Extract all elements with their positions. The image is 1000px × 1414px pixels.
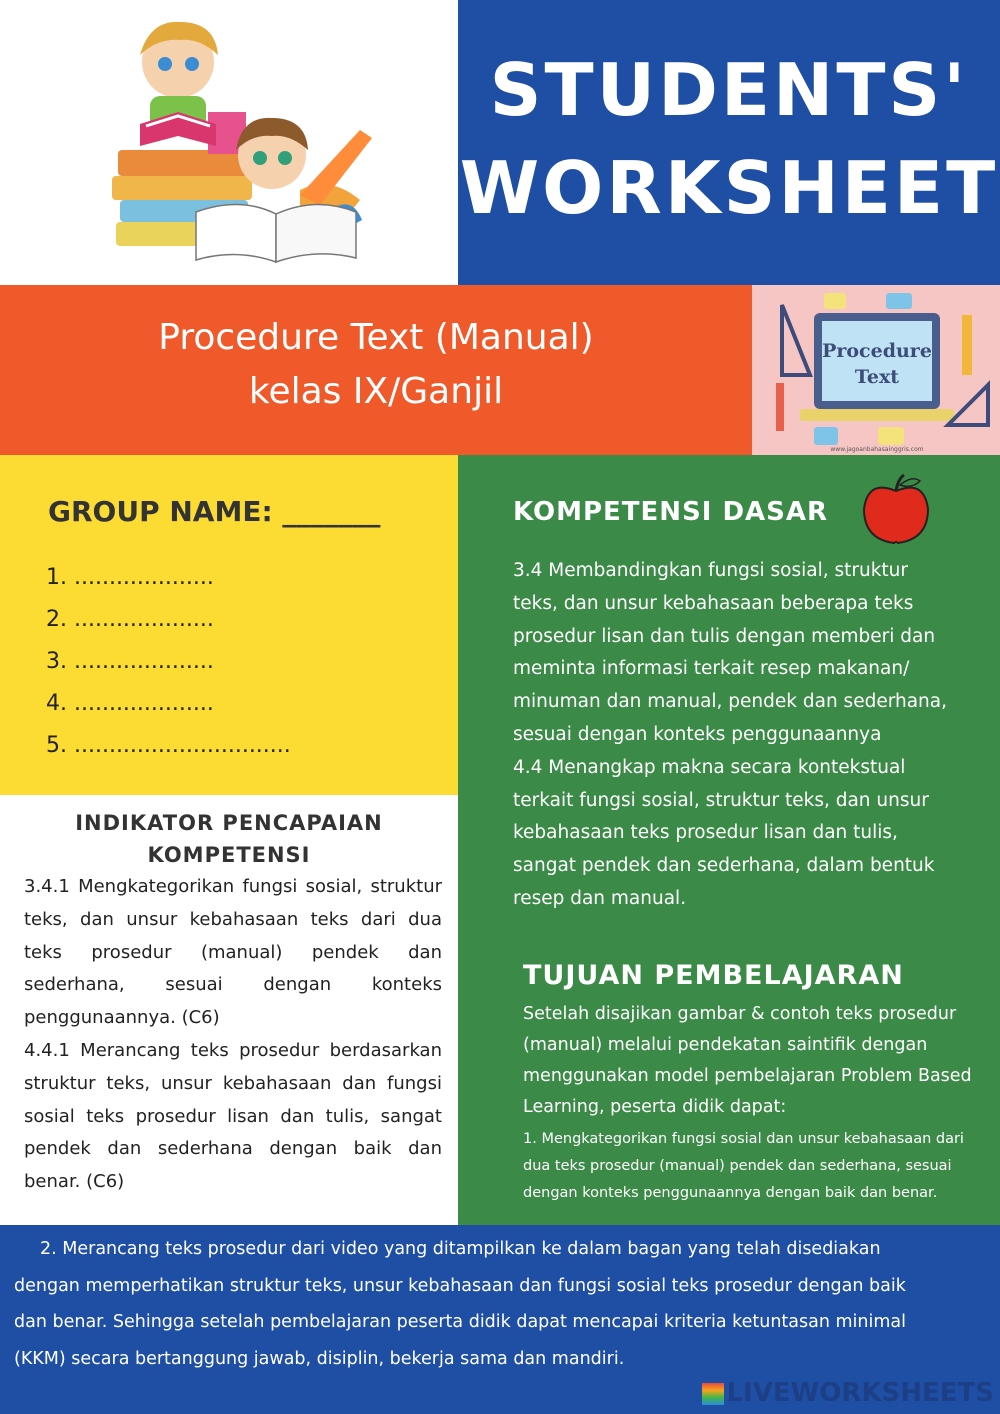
liveworksheets-logo — [702, 1378, 994, 1408]
title-line-1: STUDENTS' — [489, 48, 969, 132]
member-line-2[interactable]: 2. .................... — [46, 607, 214, 632]
kd-3-4: 3.4 Membandingkan fungsi sosial, struktur teks, dan unsur kebahasaan beberapa teks prosedur lisan dan tulis dengan memberi dan meminta informasi terkait resep makanan/ minuman dan manual, pendek dan sederhana, sesuai dengan konteks penggunaannya — [513, 560, 947, 745]
indikator-title — [0, 807, 458, 871]
member-line-1[interactable]: 1. .................... — [46, 565, 214, 590]
indikator-text — [24, 871, 442, 1199]
liveworksheets-text: LIVEWORKSHEETS — [726, 1378, 994, 1408]
tujuan-item-1: 1. Mengkategorikan fungsi sosial dan unsur kebahasaan dari dua teks prosedur (manual) pendek dan sederhana, sesuai dengan konteks penggunaannya dengan baik dan benar. — [523, 1131, 964, 1201]
tujuan-intro: Setelah disajikan gambar & contoh teks prosedur (manual) melalui pendekatan saintifik dengan menggunakan model pembelajaran Problem Based Learning, peserta didik dapat: — [523, 1004, 972, 1117]
member-line-4[interactable]: 4. .................... — [46, 691, 214, 716]
worksheet-title-panel — [458, 0, 1000, 285]
tujuan-title: TUJUAN PEMBELAJARAN — [523, 960, 904, 991]
liveworksheets-icon — [702, 1383, 724, 1405]
apple-icon — [858, 473, 934, 547]
member-line-5[interactable]: 5. ............................... — [46, 733, 291, 758]
kd-4-4: 4.4 Menangkap makna secara kontekstual terkait fungsi sosial, struktur teks, dan unsur kebahasaan teks prosedur lisan dan tulis, sangat pendek dan sederhana, dalam bentuk resep dan manual. — [513, 756, 935, 909]
indikator-4-4-1: 4.4.1 Merancang teks prosedur berdasarkan struktur teks, unsur kebahasaan dan fungsi sosial teks prosedur lisan dan tulis, sangat pendek dan sederhana dengan baik dan benar. (C6) — [24, 1039, 442, 1193]
procedure-label-1: Procedure — [822, 340, 932, 362]
kids-books-image — [0, 0, 458, 285]
topic-title: Procedure Text (Manual) — [158, 317, 594, 358]
tujuan-continuation-panel — [0, 1225, 1000, 1414]
indikator-3-4-1: 3.4.1 Mengkategorikan fungsi sosial, struktur teks, dan unsur kebahasaan teks dari dua teks prosedur (manual) pendek dan sederhana, sesuai dengan konteks penggunaannya. (C6) — [24, 876, 442, 1029]
kompetensi-dasar-title: KOMPETENSI DASAR — [513, 497, 829, 527]
procedure-text-graphic — [752, 285, 1000, 455]
children-reading-illustration — [0, 0, 458, 285]
indikator-title-line-2: KOMPETENSI — [147, 843, 311, 867]
member-line-3[interactable]: 3. .................... — [46, 649, 214, 674]
topic-class: kelas IX/Ganjil — [248, 371, 504, 412]
title-line-2: WORKSHEET — [459, 146, 999, 230]
procedure-text-image — [752, 285, 1000, 455]
group-panel — [0, 455, 458, 795]
procedure-image-caption: www.jagoanbahasainggris.com — [830, 446, 924, 453]
kompetensi-dasar-panel — [458, 455, 1000, 1225]
indikator-title-line-1: INDIKATOR PENCAPAIAN — [75, 811, 383, 835]
tujuan-item-2 — [14, 1231, 914, 1377]
tujuan-item-2-text: 2. Merancang teks prosedur dari video yang ditampilkan ke dalam bagan yang telah disediakan dengan memperhatikan struktur teks, unsur kebahasaan dan fungsi sosial teks prosedur dengan baik dan benar. Sehingga setelah pembelajaran peserta didik dapat mencapai kriteria ketuntasan minimal (KKM) secara bertanggung jawab, disiplin, bekerja sama dan mandiri. — [14, 1239, 907, 1369]
group-name-label: GROUP NAME: _______ — [48, 495, 381, 528]
kompetensi-dasar-text — [513, 555, 958, 916]
topic-band — [0, 285, 752, 455]
procedure-label-2: Text — [854, 366, 900, 388]
indikator-panel — [0, 795, 458, 1225]
